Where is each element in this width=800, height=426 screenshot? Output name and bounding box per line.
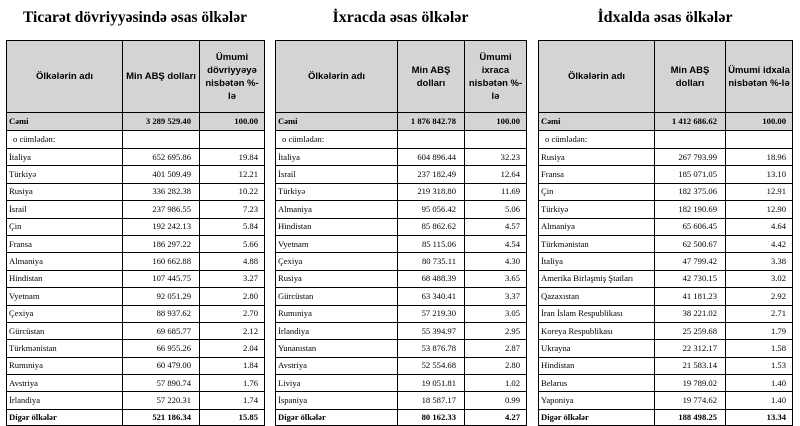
table-row [539,392,793,409]
country-name: Türkiyə [7,166,123,183]
other-label: Digər ölkələr [539,409,655,425]
percent-cell: 5.84 [200,218,265,235]
percent-cell: 1.40 [726,375,793,392]
table-row [7,288,265,305]
table-row [7,270,265,287]
percent-cell: 2.95 [465,322,527,339]
value-cell: 66 955.26 [123,340,200,357]
panel-title: İdxalda əsas ölkələr [597,9,733,26]
percent-cell: 4.57 [465,218,527,235]
table-row [276,375,527,392]
value-cell: 160 662.88 [123,253,200,270]
country-name: Almaniya [539,218,655,235]
country-name: Amerika Birləşmiş Ştatları [539,270,655,287]
value-cell: 25 259.68 [655,322,726,339]
subheader-label: o cümlədən: [539,131,655,149]
country-name: Ukrayna [539,340,655,357]
panel-title: Ticarət dövriyyəsində əsas ölkələr [22,9,247,26]
country-name: Fransa [539,166,655,183]
table-row [276,149,527,166]
subheader-label: o cümlədən: [7,131,123,149]
table-row [7,235,265,252]
country-name: Gürcüstan [276,288,398,305]
value-cell: 88 937.62 [123,305,200,322]
percent-cell: 12.91 [726,183,793,200]
subheader-label: o cümlədən: [276,131,398,149]
share-column-header: Ümumi idxala nisbətən %-lə [726,41,793,113]
country-name: Türkiyə [539,201,655,218]
table-row [539,218,793,235]
other-value: 188 498.25 [655,409,726,425]
percent-cell: 3.65 [465,270,527,287]
other-countries-row [7,409,265,425]
table-row [539,270,793,287]
value-cell: 267 793.99 [655,149,726,166]
country-name: İtaliya [539,253,655,270]
total-percent: 100.00 [726,113,793,131]
table-row [7,166,265,183]
country-name: İspaniya [276,392,398,409]
country-name: Vyetnam [276,235,398,252]
other-value: 80 162.33 [398,409,465,425]
percent-cell: 1.40 [726,392,793,409]
percent-cell: 2.80 [465,357,527,374]
country-name: Rusiya [276,270,398,287]
percent-cell: 4.42 [726,235,793,252]
table-row [276,183,527,200]
country-name: İrlandiya [276,322,398,339]
percent-cell: 12.90 [726,201,793,218]
percent-cell: 19.84 [200,149,265,166]
table-row [276,166,527,183]
percent-cell: 12.21 [200,166,265,183]
table-header-row [539,41,793,113]
country-name: Belarus [539,375,655,392]
percent-cell: 10.22 [200,183,265,200]
value-cell: 62 500.67 [655,235,726,252]
value-cell: 38 221.02 [655,305,726,322]
table-row [276,253,527,270]
empty-cell [465,131,527,149]
value-cell: 336 282.38 [123,183,200,200]
empty-cell [726,131,793,149]
table-row [7,149,265,166]
country-name: Gürcüstan [7,322,123,339]
country-name: Vyetnam [7,288,123,305]
other-countries-row [276,409,527,425]
percent-cell: 3.38 [726,253,793,270]
country-name: Almaniya [7,253,123,270]
value-cell: 19 774.62 [655,392,726,409]
percent-cell: 7.23 [200,201,265,218]
value-cell: 57 219.30 [398,305,465,322]
table-row [539,201,793,218]
empty-cell [123,131,200,149]
other-countries-row [539,409,793,425]
percent-cell: 2.12 [200,322,265,339]
percent-cell: 3.02 [726,270,793,287]
value-cell: 57 890.74 [123,375,200,392]
value-cell: 95 056.42 [398,201,465,218]
value-cell: 652 695.86 [123,149,200,166]
table-row [276,340,527,357]
value-cell: 85 862.62 [398,218,465,235]
share-column-header: Ümumi dövriyyəyə nisbətən %-lə [200,41,265,113]
table-row [276,288,527,305]
panel-exports [275,0,526,426]
value-cell: 186 297.22 [123,235,200,252]
empty-cell [200,131,265,149]
percent-cell: 2.92 [726,288,793,305]
country-name: Avstriya [276,357,398,374]
country-name: Türkmənistan [7,340,123,357]
country-name: Türkiyə [276,183,398,200]
country-name: Liviya [276,375,398,392]
table-row [539,253,793,270]
value-cell: 63 340.41 [398,288,465,305]
percent-cell: 11.69 [465,183,527,200]
percent-cell: 1.74 [200,392,265,409]
country-name: İtaliya [7,149,123,166]
value-cell: 57 220.31 [123,392,200,409]
percent-cell: 1.84 [200,357,265,374]
total-row [539,113,793,131]
other-label: Digər ölkələr [276,409,398,425]
table-row [539,340,793,357]
table-header-row [7,41,265,113]
total-row [276,113,527,131]
table-row [7,218,265,235]
country-name: Koreya Respublikası [539,322,655,339]
other-percent: 13.34 [726,409,793,425]
value-cell: 65 606.45 [655,218,726,235]
country-name: Yunanıstan [276,340,398,357]
other-value: 521 186.34 [123,409,200,425]
percent-cell: 2.04 [200,340,265,357]
country-name: Almaniya [276,201,398,218]
table-row [276,392,527,409]
percent-cell: 1.53 [726,357,793,374]
value-cell: 237 986.55 [123,201,200,218]
table-row [539,235,793,252]
percent-cell: 5.66 [200,235,265,252]
table-row [276,201,527,218]
value-cell: 182 375.06 [655,183,726,200]
percent-cell: 2.71 [726,305,793,322]
value-cell: 237 182.49 [398,166,465,183]
other-percent: 15.85 [200,409,265,425]
country-column-header: Ölkələrin adı [276,41,398,113]
countries-table [538,40,793,426]
table-row [7,392,265,409]
total-label: Cəmi [539,113,655,131]
value-cell: 22 312.17 [655,340,726,357]
value-cell: 185 071.05 [655,166,726,183]
country-name: İran İslam Respublikası [539,305,655,322]
value-cell: 55 394.97 [398,322,465,339]
subheader-row [276,131,527,149]
percent-cell: 18.96 [726,149,793,166]
subheader-row [539,131,793,149]
value-cell: 18 587.17 [398,392,465,409]
panel-title: İxracda əsas ölkələr [332,9,469,26]
table-row [539,166,793,183]
panel-trade-turnover [6,0,264,426]
value-cell: 60 479.00 [123,357,200,374]
percent-cell: 3.37 [465,288,527,305]
total-value: 1 876 842.78 [398,113,465,131]
value-cell: 401 509.49 [123,166,200,183]
country-name: Rusiya [539,149,655,166]
table-row [539,375,793,392]
table-row [539,288,793,305]
country-name: Çin [7,218,123,235]
table-row [539,322,793,339]
value-cell: 219 318.80 [398,183,465,200]
subheader-row [7,131,265,149]
table-row [7,201,265,218]
value-cell: 80 735.11 [398,253,465,270]
value-cell: 92 051.29 [123,288,200,305]
country-name: Çin [539,183,655,200]
table-row [276,305,527,322]
percent-cell: 4.64 [726,218,793,235]
countries-table [275,40,527,426]
country-name: İsrail [7,201,123,218]
total-percent: 100.00 [200,113,265,131]
value-cell: 47 799.42 [655,253,726,270]
percent-cell: 0.99 [465,392,527,409]
table-row [276,357,527,374]
total-row [7,113,265,131]
share-column-header: Ümumi ixraca nisbətən %-lə [465,41,527,113]
percent-cell: 5.06 [465,201,527,218]
total-label: Cəmi [276,113,398,131]
empty-cell [655,131,726,149]
percent-cell: 2.70 [200,305,265,322]
value-column-header: Min ABŞ dolları [123,41,200,113]
value-cell: 19 789.02 [655,375,726,392]
table-row [539,149,793,166]
table-row [539,305,793,322]
table-row [7,375,265,392]
percent-cell: 3.05 [465,305,527,322]
country-column-header: Ölkələrin adı [539,41,655,113]
percent-cell: 3.27 [200,270,265,287]
country-name: Hindistan [539,357,655,374]
panel-imports [538,0,792,426]
value-cell: 68 488.39 [398,270,465,287]
other-percent: 4.27 [465,409,527,425]
percent-cell: 1.58 [726,340,793,357]
country-name: İrlandiya [7,392,123,409]
country-name: İsrail [276,166,398,183]
value-column-header: Min ABŞ dolları [398,41,465,113]
country-name: Hindistan [276,218,398,235]
value-cell: 85 115.06 [398,235,465,252]
table-row [276,235,527,252]
value-cell: 53 876.78 [398,340,465,357]
country-name: Fransa [7,235,123,252]
countries-table [6,40,265,426]
value-cell: 69 685.77 [123,322,200,339]
table-row [539,357,793,374]
table-row [7,357,265,374]
percent-cell: 4.30 [465,253,527,270]
country-name: Çexiya [7,305,123,322]
table-row [276,270,527,287]
country-name: Türkmənistan [539,235,655,252]
table-row [7,322,265,339]
country-name: Rusiya [7,183,123,200]
country-name: Qazaxıstan [539,288,655,305]
table-row [539,183,793,200]
table-header-row [276,41,527,113]
table-row [276,218,527,235]
table-row [7,253,265,270]
value-column-header: Min ABŞ dolları [655,41,726,113]
table-row [276,322,527,339]
value-cell: 52 554.68 [398,357,465,374]
value-cell: 107 445.75 [123,270,200,287]
country-name: Çexiya [276,253,398,270]
country-name: Hindistan [7,270,123,287]
percent-cell: 1.79 [726,322,793,339]
percent-cell: 1.76 [200,375,265,392]
percent-cell: 12.64 [465,166,527,183]
table-row [7,183,265,200]
empty-cell [398,131,465,149]
percent-cell: 4.88 [200,253,265,270]
value-cell: 41 181.23 [655,288,726,305]
total-value: 3 289 529.40 [123,113,200,131]
total-percent: 100.00 [465,113,527,131]
country-name: Avstriya [7,375,123,392]
percent-cell: 1.02 [465,375,527,392]
percent-cell: 13.10 [726,166,793,183]
country-name: Rumıniya [276,305,398,322]
total-value: 1 412 686.62 [655,113,726,131]
other-label: Digər ölkələr [7,409,123,425]
country-name: Yaponiya [539,392,655,409]
table-row [7,340,265,357]
country-column-header: Ölkələrin adı [7,41,123,113]
value-cell: 42 730.15 [655,270,726,287]
total-label: Cəmi [7,113,123,131]
percent-cell: 4.54 [465,235,527,252]
value-cell: 21 583.14 [655,357,726,374]
value-cell: 19 051.81 [398,375,465,392]
percent-cell: 2.80 [200,288,265,305]
table-row [7,305,265,322]
percent-cell: 32.23 [465,149,527,166]
percent-cell: 2.87 [465,340,527,357]
value-cell: 604 896.44 [398,149,465,166]
country-name: Rumıniya [7,357,123,374]
country-name: İtaliya [276,149,398,166]
value-cell: 192 242.13 [123,218,200,235]
value-cell: 182 190.69 [655,201,726,218]
